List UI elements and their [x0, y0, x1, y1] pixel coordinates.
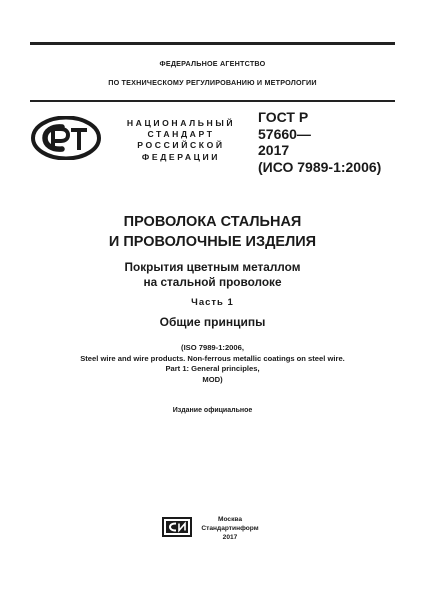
standartinform-logo-icon: [161, 516, 195, 538]
top-rule: [30, 42, 395, 45]
official-edition-label: Издание официальное: [172, 407, 253, 414]
standard-line: НАЦИОНАЛЬНЫЙ: [126, 118, 236, 128]
standard-line: РОССИЙСКОЙ: [137, 140, 225, 151]
iso-line: Part 1: General principles,: [165, 364, 260, 374]
agency-line-2: ПО ТЕХНИЧЕСКОМУ РЕГУЛИРОВАНИЮ И МЕТРОЛОГИИ: [108, 78, 317, 87]
publisher-city: Москва: [217, 516, 243, 523]
gost-r-logo-icon: [31, 116, 101, 160]
iso-line: MOD): [202, 374, 223, 384]
document-subtitle-line-2: на стальной проволоке: [143, 275, 282, 289]
iso-line: (ISO 7989-1:2006,: [181, 343, 244, 352]
gost-line: (ИСО 7989-1:2006): [258, 158, 382, 175]
national-standard-label: [116, 118, 246, 163]
gost-number: [258, 109, 388, 175]
iso-reference: [30, 343, 395, 385]
part-number: Часть 1: [191, 297, 234, 308]
header-rule: [30, 100, 395, 102]
gost-line: ГОСТ Р: [258, 109, 309, 125]
part-title: Общие принципы: [159, 315, 266, 329]
document-subtitle-line-1: Покрытия цветным металлом: [124, 260, 301, 274]
gost-line: 2017: [258, 142, 290, 159]
publisher-imprint: [194, 515, 266, 542]
gost-line: 57660—: [258, 125, 311, 142]
publication-year: 2017: [222, 534, 238, 541]
document-title-line-1: ПРОВОЛОКА СТАЛЬНАЯ: [123, 214, 302, 230]
iso-line: Steel wire and wire products. Non-ferrous metallic coatings on steel wire.: [80, 353, 345, 363]
standard-line: СТАНДАРТ: [147, 129, 215, 140]
publisher-name: Стандартинформ: [201, 525, 259, 532]
standard-line: ФЕДЕРАЦИИ: [141, 151, 221, 162]
agency-line-1: ФЕДЕРАЛЬНОЕ АГЕНТСТВО: [159, 59, 266, 68]
document-title-line-2: И ПРОВОЛОЧНЫЕ ИЗДЕЛИЯ: [108, 234, 317, 250]
